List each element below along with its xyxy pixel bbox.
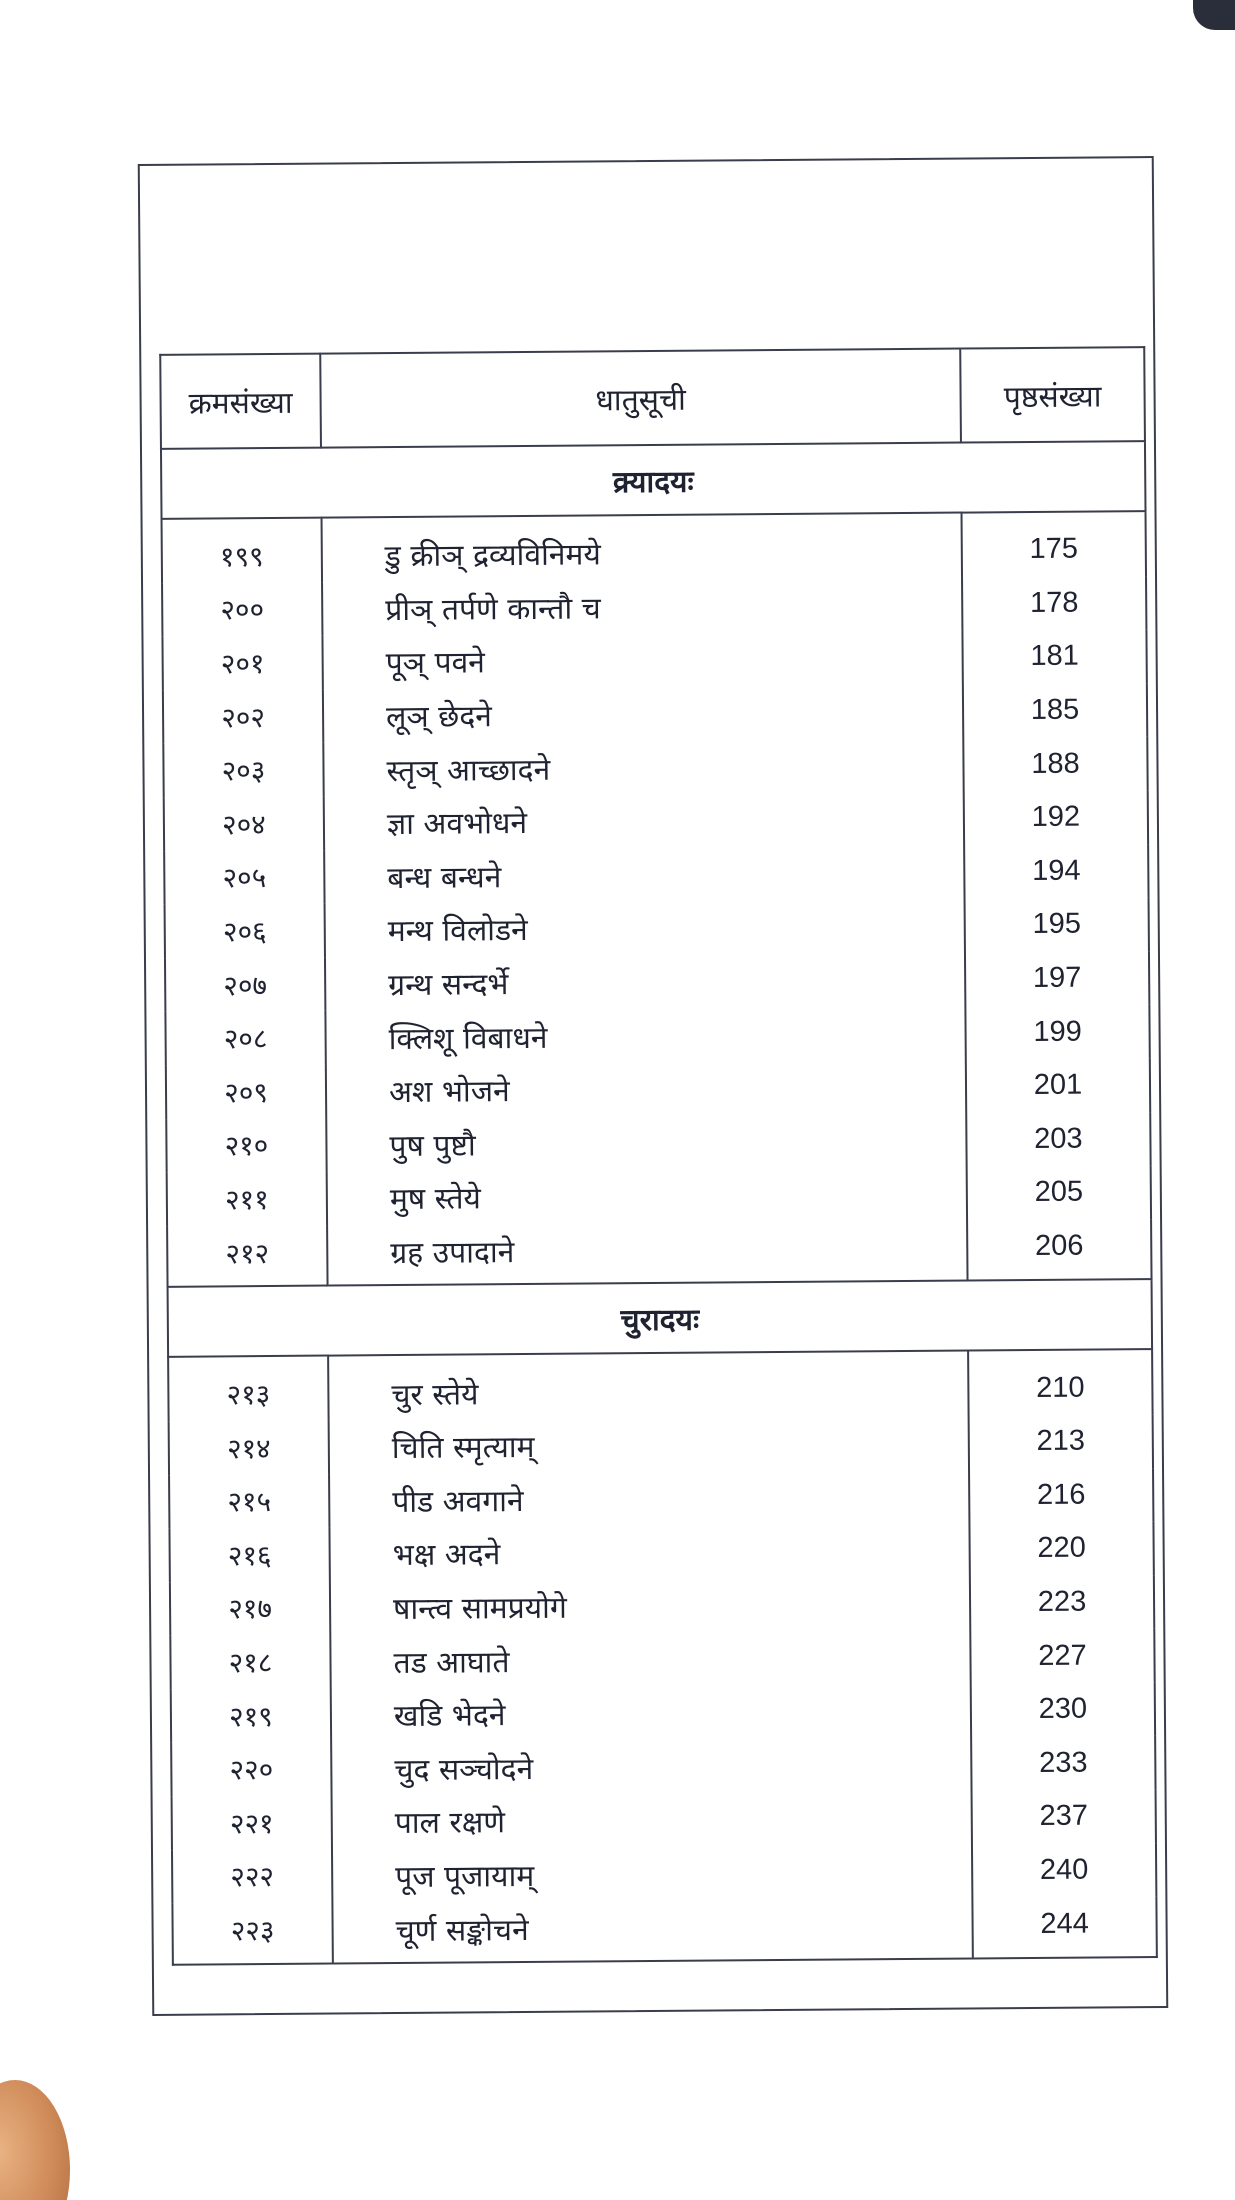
table-row xyxy=(167,1165,1151,1226)
serial-number: २०८ xyxy=(165,1011,325,1066)
holding-finger xyxy=(0,2080,70,2200)
table-row xyxy=(162,576,1146,637)
page-number: 197 xyxy=(965,951,1149,1006)
serial-number: २१० xyxy=(166,1118,326,1173)
dhatu-name: पीड अवगाने xyxy=(329,1469,969,1528)
table-row xyxy=(162,511,1146,583)
background-shadow xyxy=(1193,0,1235,30)
page-number: 175 xyxy=(962,511,1147,577)
table-row xyxy=(170,1575,1154,1636)
serial-number: २१३ xyxy=(168,1356,329,1422)
table-row xyxy=(172,1843,1156,1904)
table-row xyxy=(163,736,1147,797)
page-number: 178 xyxy=(962,576,1146,631)
serial-number: २०२ xyxy=(163,689,323,744)
page-number: 210 xyxy=(968,1349,1153,1415)
table-row xyxy=(169,1521,1153,1582)
serial-number: २१५ xyxy=(169,1474,329,1529)
dhatu-name: स्तृञ् आच्छादने xyxy=(323,738,963,797)
dhatu-name: पुष पुष्टौ xyxy=(326,1113,966,1172)
page-number: 206 xyxy=(967,1219,1151,1281)
table-header-row xyxy=(160,347,1145,449)
page-number: 199 xyxy=(965,1004,1149,1059)
page-number: 192 xyxy=(964,790,1148,845)
page-number: 181 xyxy=(962,629,1146,684)
serial-number: २१२ xyxy=(167,1225,327,1287)
dhatu-name: तड आघाते xyxy=(330,1630,970,1689)
serial-number: २०१ xyxy=(162,636,322,691)
dhatu-name: ज्ञा अवभोधने xyxy=(324,792,964,851)
page-number: 244 xyxy=(972,1896,1156,1958)
page-number: 237 xyxy=(972,1789,1156,1844)
page-number: 216 xyxy=(969,1468,1153,1523)
dhatu-name: चूर्ण सङ्कोचने xyxy=(332,1898,972,1964)
table-row xyxy=(165,1004,1149,1065)
table-row xyxy=(166,1112,1150,1173)
dhatu-name: क्लिशू विबाधने xyxy=(325,1006,965,1065)
dhatu-name: षान्त्व सामप्रयोगे xyxy=(330,1576,970,1635)
table-row xyxy=(171,1682,1155,1743)
table-row xyxy=(164,790,1148,851)
table-row xyxy=(162,629,1146,690)
serial-number: २१९ xyxy=(171,1688,331,1743)
page-number: 223 xyxy=(970,1575,1154,1630)
dhatu-name: ग्रन्थ सन्दर्भे xyxy=(325,952,965,1011)
dhatu-name: पाल रक्षणे xyxy=(332,1791,972,1850)
table-row xyxy=(166,1058,1150,1119)
page-number: 203 xyxy=(966,1112,1150,1167)
dhatu-name: पूज पूजायाम् xyxy=(332,1844,972,1903)
serial-number: २०४ xyxy=(164,797,324,852)
table-row xyxy=(172,1896,1156,1964)
serial-number: २१८ xyxy=(170,1635,330,1690)
serial-number: २२३ xyxy=(172,1903,332,1965)
table-row xyxy=(163,683,1147,744)
table-row xyxy=(164,844,1148,905)
dhatu-name: खडि भेदने xyxy=(331,1683,971,1742)
serial-number: २२० xyxy=(171,1742,331,1797)
page-border-frame xyxy=(138,156,1169,2016)
page-number: 195 xyxy=(965,897,1149,952)
dhatu-name: चुद सञ्चोदने xyxy=(331,1737,971,1796)
dhatu-index-table xyxy=(159,346,1158,1966)
header-page-number: पृष्ठसंख्या xyxy=(960,347,1145,442)
dhatu-name: मुष स्तेये xyxy=(327,1167,967,1226)
dhatu-name: चिति स्मृत्याम् xyxy=(329,1415,969,1474)
page-number: 205 xyxy=(967,1165,1151,1220)
header-serial-number: क्रमसंख्या xyxy=(160,354,321,449)
serial-number: २१७ xyxy=(170,1581,330,1636)
page-number: 240 xyxy=(972,1843,1156,1898)
serial-number: २११ xyxy=(167,1172,327,1227)
serial-number: १९९ xyxy=(162,518,323,584)
serial-number: २२१ xyxy=(172,1796,332,1851)
section-heading-row xyxy=(168,1279,1153,1357)
page-number: 188 xyxy=(963,736,1147,791)
dhatu-name: बन्ध बन्धने xyxy=(324,845,964,904)
page-number: 220 xyxy=(969,1521,1153,1576)
table-row xyxy=(169,1414,1153,1475)
table-body xyxy=(161,441,1157,1965)
serial-number: २१६ xyxy=(169,1528,329,1583)
table-row xyxy=(171,1736,1155,1797)
dhatu-name: भक्ष अदने xyxy=(329,1523,969,1582)
dhatu-name: पूञ् पवने xyxy=(322,631,962,690)
page-number: 230 xyxy=(971,1682,1155,1737)
section-title: चुरादयः xyxy=(168,1279,1153,1357)
section-heading-row xyxy=(161,441,1146,519)
header-dhatu-list: धातुसूची xyxy=(320,349,961,448)
table-row xyxy=(169,1468,1153,1529)
dhatu-name: अश भोजने xyxy=(326,1059,966,1118)
page-number: 185 xyxy=(963,683,1147,738)
dhatu-name: ग्रह उपादाने xyxy=(327,1220,967,1286)
serial-number: २१४ xyxy=(169,1420,329,1475)
table-row xyxy=(168,1349,1152,1421)
table-row xyxy=(167,1219,1151,1287)
page-number: 233 xyxy=(971,1736,1155,1791)
serial-number: २०० xyxy=(162,582,322,637)
dhatu-name: मन्थ विलोडने xyxy=(325,899,965,958)
table-row xyxy=(170,1628,1154,1689)
table-row xyxy=(165,951,1149,1012)
table-row xyxy=(172,1789,1156,1850)
page-number: 194 xyxy=(964,844,1148,899)
serial-number: २०५ xyxy=(164,850,324,905)
dhatu-name: डु क्रीञ् द्रव्यविनिमये xyxy=(322,513,962,583)
page-number: 227 xyxy=(970,1628,1154,1683)
serial-number: २२२ xyxy=(172,1849,332,1904)
dhatu-name: प्रीञ् तर्पणे कान्तौ च xyxy=(322,577,962,636)
page-number: 201 xyxy=(966,1058,1150,1113)
dhatu-name: चुर स्तेये xyxy=(328,1351,968,1421)
serial-number: २०३ xyxy=(163,743,323,798)
section-title: क्र्यादयः xyxy=(161,441,1146,519)
table-row xyxy=(165,897,1149,958)
page-number: 213 xyxy=(969,1414,1153,1469)
serial-number: २०७ xyxy=(165,957,325,1012)
dhatu-name: लूञ् छेदने xyxy=(323,684,963,743)
serial-number: २०६ xyxy=(165,904,325,959)
serial-number: २०९ xyxy=(166,1065,326,1120)
